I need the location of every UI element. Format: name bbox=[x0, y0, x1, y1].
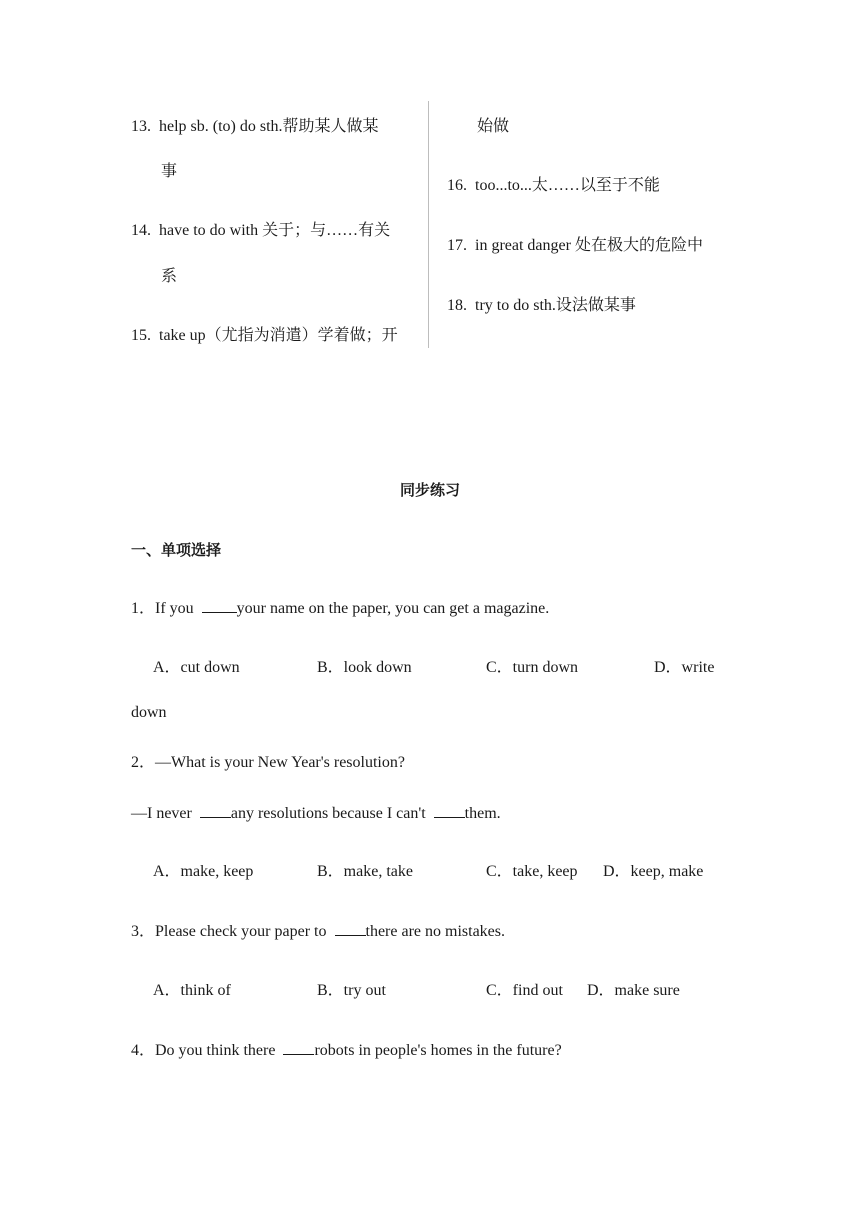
option-c: C．take, keep bbox=[486, 863, 578, 880]
option-a: A．think of bbox=[153, 982, 231, 999]
phrase-item-16 bbox=[447, 176, 660, 196]
phrase-number: 18. bbox=[447, 297, 467, 314]
question-text-post: there are no mistakes. bbox=[365, 923, 505, 940]
option-a: A．cut down bbox=[153, 659, 240, 676]
phrase-text: in great danger 处在极大的危险中 bbox=[475, 237, 703, 254]
phrase-text: have to do with 关于；与……有关 bbox=[159, 222, 391, 239]
phrase-item-17 bbox=[447, 236, 703, 256]
answer-blank bbox=[283, 1040, 314, 1055]
option-c: C．find out bbox=[486, 982, 563, 999]
phrase-text: take up（尤指为消遣）学着做；开 bbox=[159, 327, 398, 344]
question-1 bbox=[131, 598, 549, 619]
question-2-answer-line bbox=[131, 803, 501, 824]
option-d-wrap: down bbox=[131, 704, 167, 721]
question-3 bbox=[131, 921, 505, 942]
section-heading: 一、单项选择 bbox=[131, 541, 222, 559]
option-b: B．try out bbox=[317, 982, 386, 999]
answer-blank bbox=[335, 921, 366, 936]
option-d: D．make sure bbox=[587, 982, 680, 999]
phrase-item-15 bbox=[131, 326, 398, 346]
phrase-text: try to do sth.设法做某事 bbox=[475, 297, 636, 314]
question-text-pre: —I never bbox=[131, 805, 192, 822]
phrase-number: 14. bbox=[131, 222, 151, 239]
option-d: D．write bbox=[654, 659, 715, 676]
question-text-mid: any resolutions because I can't bbox=[230, 805, 426, 822]
phrase-item-18 bbox=[447, 296, 636, 316]
answer-blank bbox=[200, 803, 231, 818]
question-2: 2．—What is your New Year's resolution? bbox=[131, 754, 405, 771]
option-b: B．look down bbox=[317, 659, 412, 676]
question-4 bbox=[131, 1040, 562, 1061]
phrase-item-14-wrap: 系 bbox=[161, 268, 178, 285]
option-d: D．keep, make bbox=[603, 863, 704, 880]
phrase-number: 16. bbox=[447, 177, 467, 194]
answer-blank bbox=[434, 803, 465, 818]
phrase-text: help sb. (to) do sth.帮助某人做某 bbox=[159, 118, 379, 135]
question-text-pre: 4．Do you think there bbox=[131, 1042, 276, 1059]
phrase-number: 15. bbox=[131, 327, 151, 344]
option-b: B．make, take bbox=[317, 863, 413, 880]
column-divider bbox=[428, 101, 429, 348]
phrase-number: 17. bbox=[447, 237, 467, 254]
exercise-title: 同步练习 bbox=[399, 481, 460, 499]
question-text-pre: 3．Please check your paper to bbox=[131, 923, 327, 940]
phrase-item-13-wrap: 事 bbox=[161, 163, 178, 180]
question-text-post: them. bbox=[464, 805, 501, 822]
question-text-post: robots in people's homes in the future? bbox=[314, 1042, 562, 1059]
phrase-item-15-wrap: 始做 bbox=[477, 118, 510, 135]
option-c: C．turn down bbox=[486, 659, 579, 676]
question-text-post: your name on the paper, you can get a magazine. bbox=[236, 600, 550, 617]
question-text-pre: 1．If you bbox=[131, 600, 194, 617]
phrase-item-14 bbox=[131, 221, 390, 241]
option-a: A．make, keep bbox=[153, 863, 254, 880]
phrase-number: 13. bbox=[131, 118, 151, 135]
phrase-text: too...to...太……以至于不能 bbox=[475, 177, 660, 194]
answer-blank bbox=[202, 598, 237, 613]
phrase-item-13 bbox=[131, 117, 379, 137]
